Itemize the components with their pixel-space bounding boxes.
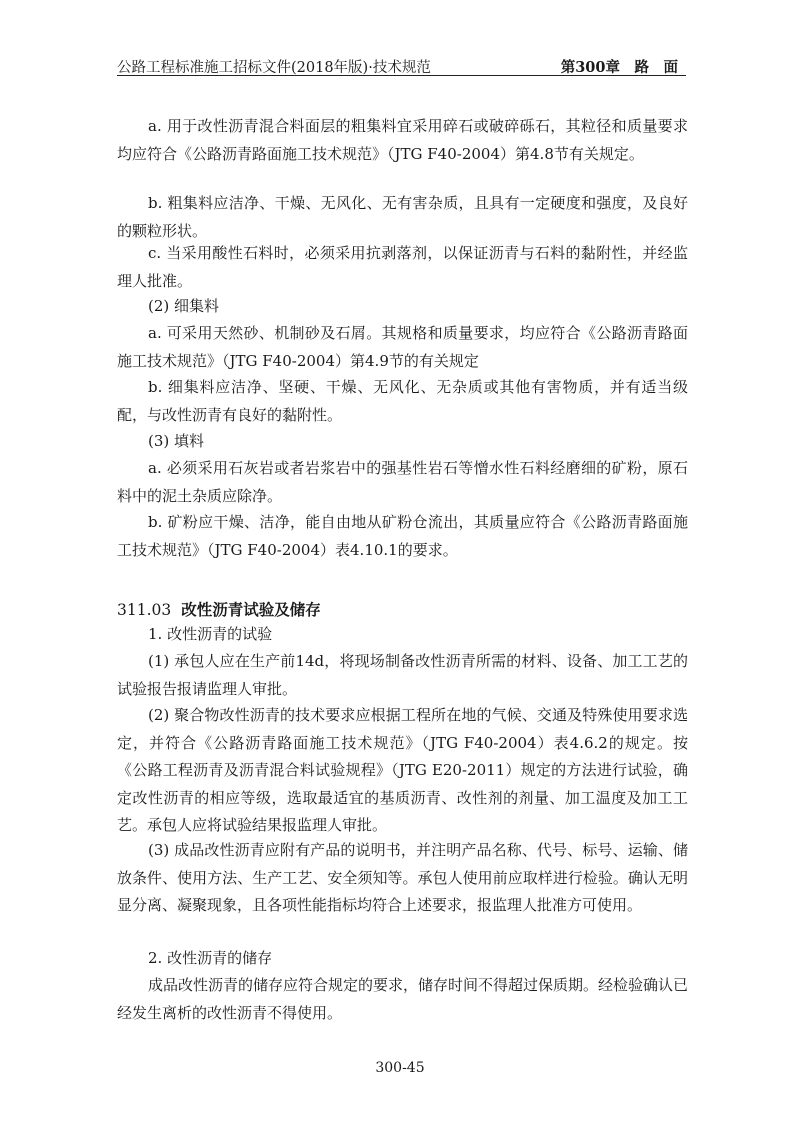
paragraph: a. 可采用天然砂、机制砂及石屑。其规格和质量要求，均应符合《公路沥青路面施工技术规范》（JTG F40-2004）第4.9节的有关规定 [117,324,688,370]
document-title: 公路工程标准施工招标文件(2018年版)·技术规范 [117,60,431,76]
chapter-title: 第300章 路 面 [560,59,678,76]
paragraph: a. 必须采用石灰岩或者岩浆岩中的强基性岩石等憎水性石料经磨细的矿粉，原石料中的泥土杂质应除净。 [117,459,688,505]
paragraph: a. 用于改性沥青混合料面层的粗集料宜采用碎石或破碎砾石，其粒径和质量要求均应符合《公路沥青路面施工技术规范》（JTG F40-2004）第4.8节有关规定。 [117,117,688,163]
paragraph: (3) 成品改性沥青应附有产品的说明书，并注明产品名称、代号、标号、运输、储放条件、使用方法、生产工艺、安全须知等。承包人使用前应取样进行检验。确认无明显分离、凝聚现象，且各项性能指标均符合上述要求，报监理人批准方可使用。 [117,841,688,914]
paragraph: b. 矿粉应干燥、洁净，能自由地从矿粉仓流出，其质量应符合《公路沥青路面施工技术规范》（JTG F40-2004）表4.10.1的要求。 [117,513,688,559]
header-divider [117,75,686,76]
paragraph: b. 细集料应洁净、坚硬、干燥、无风化、无杂质或其他有害物质，并有适当级配，与改性沥青有良好的黏附性。 [117,378,688,424]
paragraph: b. 粗集料应洁净、干燥、无风化、无有害杂质，且具有一定硬度和强度，及良好的颗粒形状。 [117,194,688,240]
page-header [117,50,686,76]
subheading: (3) 填料 [148,432,205,450]
paragraph: c. 当采用酸性石料时，必须采用抗剥落剂，以保证沥青与石料的黏附性，并经监理人批准。 [117,244,688,290]
subheading: 1. 改性沥青的试验 [148,625,273,643]
subheading: 2. 改性沥青的储存 [148,949,273,967]
paragraph: (1) 承包人应在生产前14d，将现场制备改性沥青所需的材料、设备、加工工艺的试验报告报请监理人审批。 [117,652,688,698]
paragraph: (2) 聚合物改性沥青的技术要求应根据工程所在地的气候、交通及特殊使用要求选定，并符合《公路沥青路面施工技术规范》（JTG F40-2004）表4.6.2的规定。按《公路工程沥青及沥青混合料试验规程》（JTG E20-2011）规定的方法进行试验，确定改性沥青的相应等级，选取最适宜的基质沥青、改性剂的剂量、加工温度及加工工艺。承包人应将试验结果报监理人审批。 [117,706,688,834]
section-number: 311.03 [117,601,172,619]
page-number: 300-45 [375,1060,425,1076]
section-heading [117,598,321,620]
section-title: 改性沥青试验及储存 [181,600,321,619]
paragraph: 成品改性沥青的储存应符合规定的要求，储存时间不得超过保质期。经检验确认已经发生离析的改性沥青不得使用。 [117,976,689,1022]
subheading: (2) 细集料 [148,297,220,315]
